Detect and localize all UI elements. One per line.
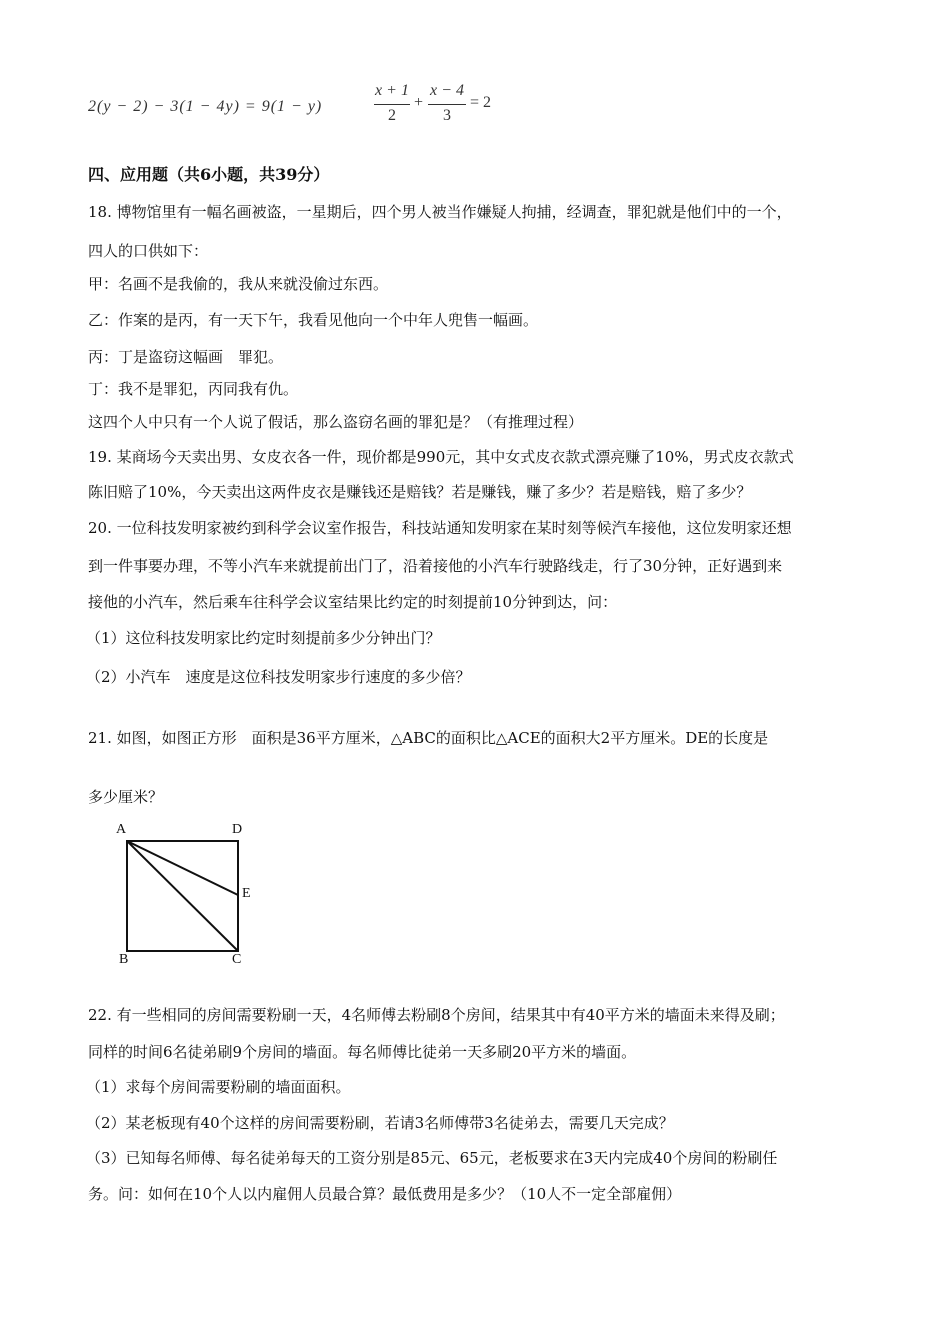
q22-sub3-line1: （3）已知每名师傅、每名徒弟每天的工资分别是85元、65元，老板要求在3天内完成40个房间的粉刷任 bbox=[86, 1149, 778, 1167]
section-title: 四、应用题（共6小题，共39分） bbox=[88, 165, 330, 184]
label-d: D bbox=[232, 822, 243, 837]
q18-statement-yi: 乙：作案的是丙，有一天下午，我看见他向一个中年人兜售一幅画。 bbox=[88, 311, 539, 329]
square-figure bbox=[110, 820, 260, 970]
fraction-1-denominator: 2 bbox=[388, 107, 396, 124]
q20-sub2: （2）小汽车 速度是这位科技发明家步行速度的多少倍？ bbox=[86, 668, 471, 686]
q22-line1: 22. 有一些相同的房间需要粉刷一天，4名师傅去粉刷8个房间，结果其中有40平方米的墙面未来得及刷； bbox=[88, 1006, 785, 1024]
q22-line2: 同样的时间6名徒弟刷9个房间的墙面。每名师傅比徒弟一天多刷20平方米的墙面。 bbox=[88, 1043, 637, 1061]
label-b: B bbox=[119, 952, 129, 967]
label-c: C bbox=[232, 952, 242, 967]
q21-line2: 多少厘米？ bbox=[88, 788, 164, 806]
square-diagram bbox=[110, 820, 260, 970]
q18-line1: 18. 博物馆里有一幅名画被盗，一星期后，四个男人被当作嫌疑人拘捕，经调查，罪犯就是他们中的一个， bbox=[88, 203, 792, 221]
q18-question: 这四个人中只有一个人说了假话，那么盗窃名画的罪犯是？（有推理过程） bbox=[88, 413, 584, 431]
q21-line1: 21. 如图，如图正方形 面积是36平方厘米，△ABC的面积比△ACE的面积大2平方厘米。DE的长度是 bbox=[88, 729, 769, 747]
diagonal-ac bbox=[127, 841, 238, 951]
q18-statement-bing: 丙：丁是盗窃这幅画 罪犯。 bbox=[88, 348, 284, 366]
plus-sign: + bbox=[414, 94, 424, 111]
q18-statement-jia: 甲：名画不是我偷的，我从来就没偷过东西。 bbox=[88, 275, 389, 293]
label-a: A bbox=[116, 822, 127, 837]
fraction-2-numerator: x − 4 bbox=[430, 82, 464, 99]
q20-sub1: （1）这位科技发明家比约定时刻提前多少分钟出门？ bbox=[86, 629, 441, 647]
q22-sub1: （1）求每个房间需要粉刷的墙面面积。 bbox=[86, 1078, 351, 1096]
q22-sub3-line2: 务。问：如何在10个人以内雇佣人员最合算？最低费用是多少？（10人不一定全部雇佣） bbox=[88, 1185, 682, 1203]
q22-sub2: （2）某老板现有40个这样的房间需要粉刷，若请3名师傅带3名徒弟去，需要几天完成？ bbox=[86, 1114, 674, 1132]
q20-line3: 接他的小汽车，然后乘车往科学会议室结果比约定的时刻提前10分钟到达，问： bbox=[88, 593, 618, 611]
segment-ae bbox=[127, 841, 238, 895]
q20-line2: 到一件事要办理，不等小汽车来就提前出门了，沿着接他的小汽车行驶路线走，行了30分钟，正好遇到来 bbox=[88, 557, 783, 575]
fraction-2-bar bbox=[428, 104, 466, 105]
q20-line1: 20. 一位科技发明家被约到科学会议室作报告，科技站通知发明家在某时刻等候汽车接他，这位发明家还想 bbox=[88, 519, 792, 537]
q18-statement-ding: 丁：我不是罪犯，丙同我有仇。 bbox=[88, 380, 299, 398]
q18-line2: 四人的口供如下： bbox=[88, 242, 209, 260]
q19-line2: 陈旧赔了10%，今天卖出这两件皮衣是赚钱还是赔钱？若是赚钱，赚了多少？若是赔钱，赔了多少？ bbox=[88, 483, 752, 501]
equation-rhs: = 2 bbox=[470, 94, 492, 111]
fraction-2-denominator: 3 bbox=[443, 107, 451, 124]
fraction-1-bar bbox=[374, 104, 410, 105]
label-e: E bbox=[242, 886, 251, 901]
q19-line1: 19. 某商场今天卖出男、女皮衣各一件，现价都是990元，其中女式皮衣款式漂亮赚了10%，男式皮衣款式 bbox=[88, 448, 794, 466]
fraction-1-numerator: x + 1 bbox=[375, 82, 409, 99]
equation-linear: 2(y − 2) − 3(1 − 4y) = 9(1 − y) bbox=[88, 98, 323, 115]
